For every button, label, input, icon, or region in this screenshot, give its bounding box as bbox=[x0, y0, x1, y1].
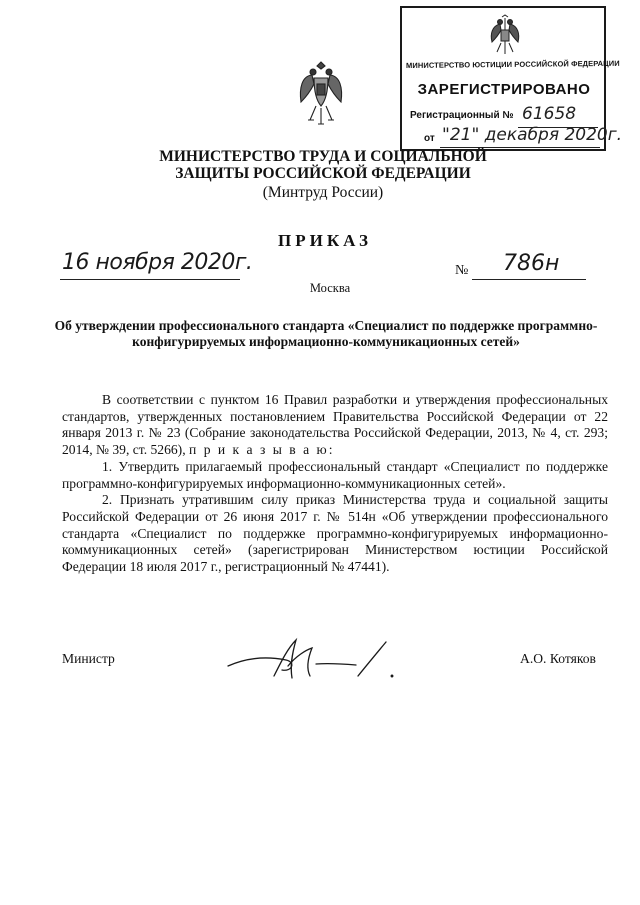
signatory-name: А.О. Котяков bbox=[520, 651, 596, 666]
eagle-emblem-icon bbox=[488, 14, 522, 56]
stamp-reg-number-label: Регистрационный № bbox=[410, 110, 514, 121]
registration-stamp bbox=[400, 6, 623, 151]
stamp-ministry-name: МИНИСТЕРСТВО ЮСТИЦИИ РОССИЙСКОЙ ФЕДЕРАЦИИ bbox=[406, 58, 620, 71]
stamp-reg-number-value: 61658 bbox=[522, 104, 577, 124]
ministry-short-name: (Минтруд России) bbox=[262, 184, 384, 201]
order-date: 16 ноября 2020г. bbox=[62, 250, 253, 275]
handwritten-signature bbox=[226, 636, 396, 682]
stamp-registered-label: ЗАРЕГИСТРИРОВАНО bbox=[417, 81, 591, 98]
order-date-underline bbox=[60, 279, 240, 280]
item-2: 2. Признать утратившим силу приказ Министерства труда и социальной защиты Российской Федерации от 26 июня 2017 г. № 514н «Об утверждении профессионального стандарта «Специалист по поддержке программно-конфигурируемых информационно-коммуникационных сетей» (зарегистрирован Министерством юстиции Российской Федерации 18 июля 2017 г., регистрационный № 47441). bbox=[62, 492, 608, 575]
order-number-underline bbox=[472, 279, 586, 280]
stamp-date-prefix: от bbox=[424, 133, 435, 144]
intro-text: В соответствии с пунктом 16 Правил разработки и утверждения профессиональных стандартов, утвержденных постановлением Правительства Российской Федерации от 22 января 2013 г. № 23 (Собрание законодательства Российской Федерации, 2013, № 4, ст. 293; 2014, № 39, ст. 5266), bbox=[62, 392, 608, 458]
order-subject: Об утверждении профессионального стандарта «Специалист по поддержке программно-конфигурируемых информационно-коммуникационных сетей» bbox=[54, 318, 598, 349]
item-1: 1. Утвердить прилагаемый профессиональный стандарт «Специалист по поддержке программно-конфигурируемых информационно-коммуникационных сетей». bbox=[62, 458, 608, 491]
city: Москва bbox=[309, 281, 351, 295]
signatory-title: Министр bbox=[62, 651, 115, 666]
stamp-date-value: "21" декабря 2020г. bbox=[442, 125, 623, 145]
order-body bbox=[62, 392, 608, 576]
order-number: 786н bbox=[503, 251, 560, 276]
ministry-name: МИНИСТЕРСТВО ТРУДА И СОЦИАЛЬНОЙ ЗАЩИТЫ РОССИЙСКОЙ ФЕДЕРАЦИИ bbox=[159, 148, 487, 182]
order-title: ПРИКАЗ bbox=[278, 231, 372, 250]
number-sign: № bbox=[455, 263, 469, 278]
intro-action: п р и к а з ы в а ю: bbox=[189, 442, 335, 458]
coat-of-arms-icon bbox=[298, 60, 344, 128]
intro-paragraph bbox=[62, 392, 608, 459]
